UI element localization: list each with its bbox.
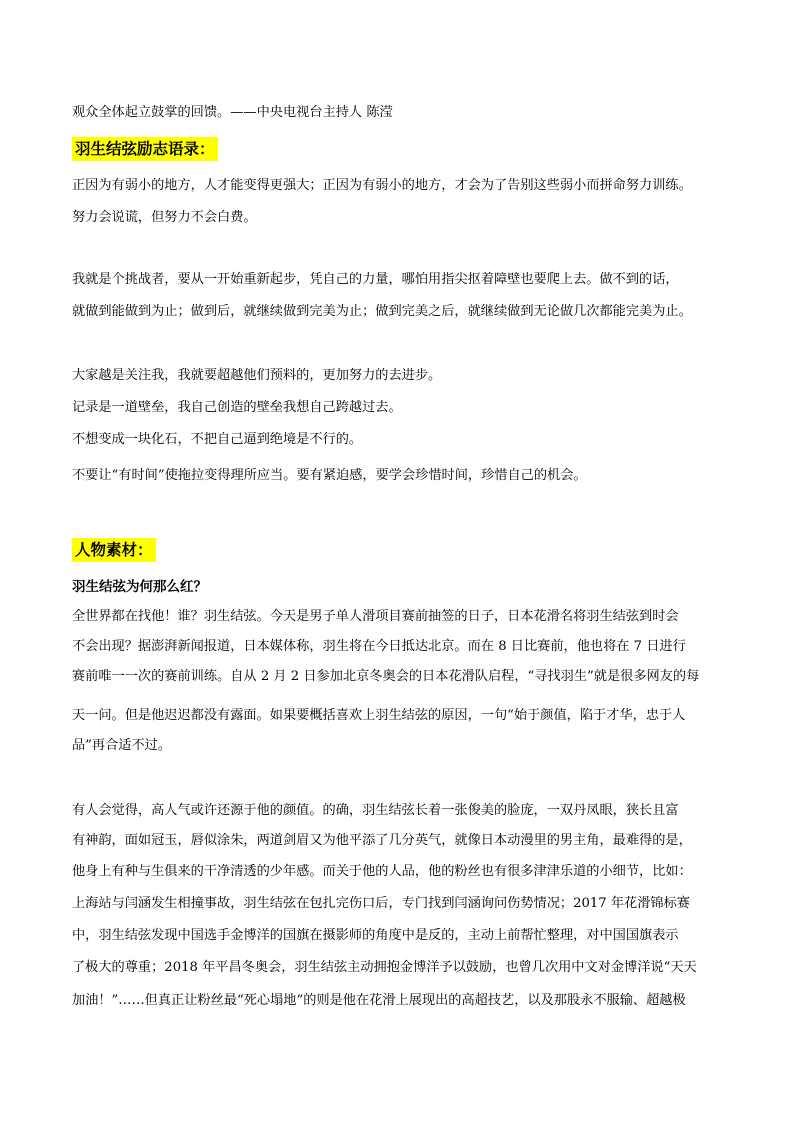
quote-line: 正因为有弱小的地方，人才能变得更强大；正因为有弱小的地方，才会为了告别这些弱小而拼命努力训练。 (72, 178, 692, 193)
section-heading-quotes: 羽生结弦励志语录： (72, 137, 218, 161)
body-line: 品”再合适不过。 (72, 738, 172, 753)
body-line: 有人会觉得，高人气或许还源于他的颜值。的确，羽生结弦长着一张俊美的脸庞，一双丹凤眼，狭长且富 (72, 803, 679, 818)
body-line: 了极大的尊重；2018 年平昌冬奥会，羽生结弦主动拥抱金博洋予以鼓励，也曾几次用中文对金博洋说“天天 (72, 960, 697, 975)
section-heading-materials: 人物素材： (72, 538, 156, 562)
body-line: 不会出现？据澎湃新闻报道，日本媒体称，羽生将在今日抵达北京。而在 8 日比赛前，他也将在 7 日进行 (72, 639, 686, 654)
article-subheading: 羽生结弦为何那么红？ (72, 579, 207, 595)
quote-line: 努力会说谎，但努力不会白费。 (72, 210, 257, 225)
quote-line: 大家越是关注我，我就要超越他们预料的，更加努力的去进步。 (72, 368, 442, 383)
body-line: 加油！”……但真正让粉丝最“死心塌地”的则是他在花滑上展现出的高超技艺，以及那股永不服输、超越极 (72, 993, 686, 1008)
body-line: 天一问。但是他迟迟都没有露面。如果要概括喜欢上羽生结弦的原因，一句“始于颜值，陷于才华，忠于人 (72, 708, 686, 723)
quote-line: 不要让“有时间”使拖拉变得理所应当。要有紧迫感，要学会珍惜时间，珍惜自己的机会。 (72, 468, 587, 483)
quote-line: 我就是个挑战者，要从一开始重新起步，凭自己的力量，哪怕用指尖抠着障壁也要爬上去。做不到的话， (72, 272, 679, 287)
body-line: 他身上有种与生俱来的干净清透的少年感。而关于他的人品，他的粉丝也有很多津津乐道的小细节，比如： (72, 864, 692, 879)
body-line: 有神韵，面如冠玉，唇似涂朱，两道剑眉又为他平添了几分英气，就像日本动漫里的男主角，最难得的是， (72, 833, 692, 848)
intro-line: 观众全体起立鼓掌的回馈。——中央电视台主持人 陈滢 (72, 105, 393, 120)
body-line: 上海站与闫涵发生相撞事故，羽生结弦在包扎完伤口后，专门找到闫涵询问伤势情况；2017 年花滑锦标赛 (72, 896, 690, 911)
quote-line: 就做到能做到为止；做到后，就继续做到完美为止；做到完美之后，就继续做到无论做几次都能完美为止。 (72, 304, 692, 319)
body-line: 全世界都在找他！谁？羽生结弦。今天是男子单人滑项目赛前抽签的日子，日本花滑名将羽生结弦到时会 (72, 609, 679, 624)
quote-line: 不想变成一块化石，不把自己逼到绝境是不行的。 (72, 432, 363, 447)
body-line: 中，羽生结弦发现中国选手金博洋的国旗在摄影师的角度中是反的，主动上前帮忙整理，对中国国旗表示 (72, 928, 679, 943)
quote-line: 记录是一道壁垒，我自己创造的壁垒我想自己跨越过去。 (72, 400, 402, 415)
body-line: 赛前唯一一次的赛前训练。自从 2 月 2 日参加北京冬奥会的日本花滑队启程，“寻找羽生”就是很多网友的每 (72, 669, 700, 684)
